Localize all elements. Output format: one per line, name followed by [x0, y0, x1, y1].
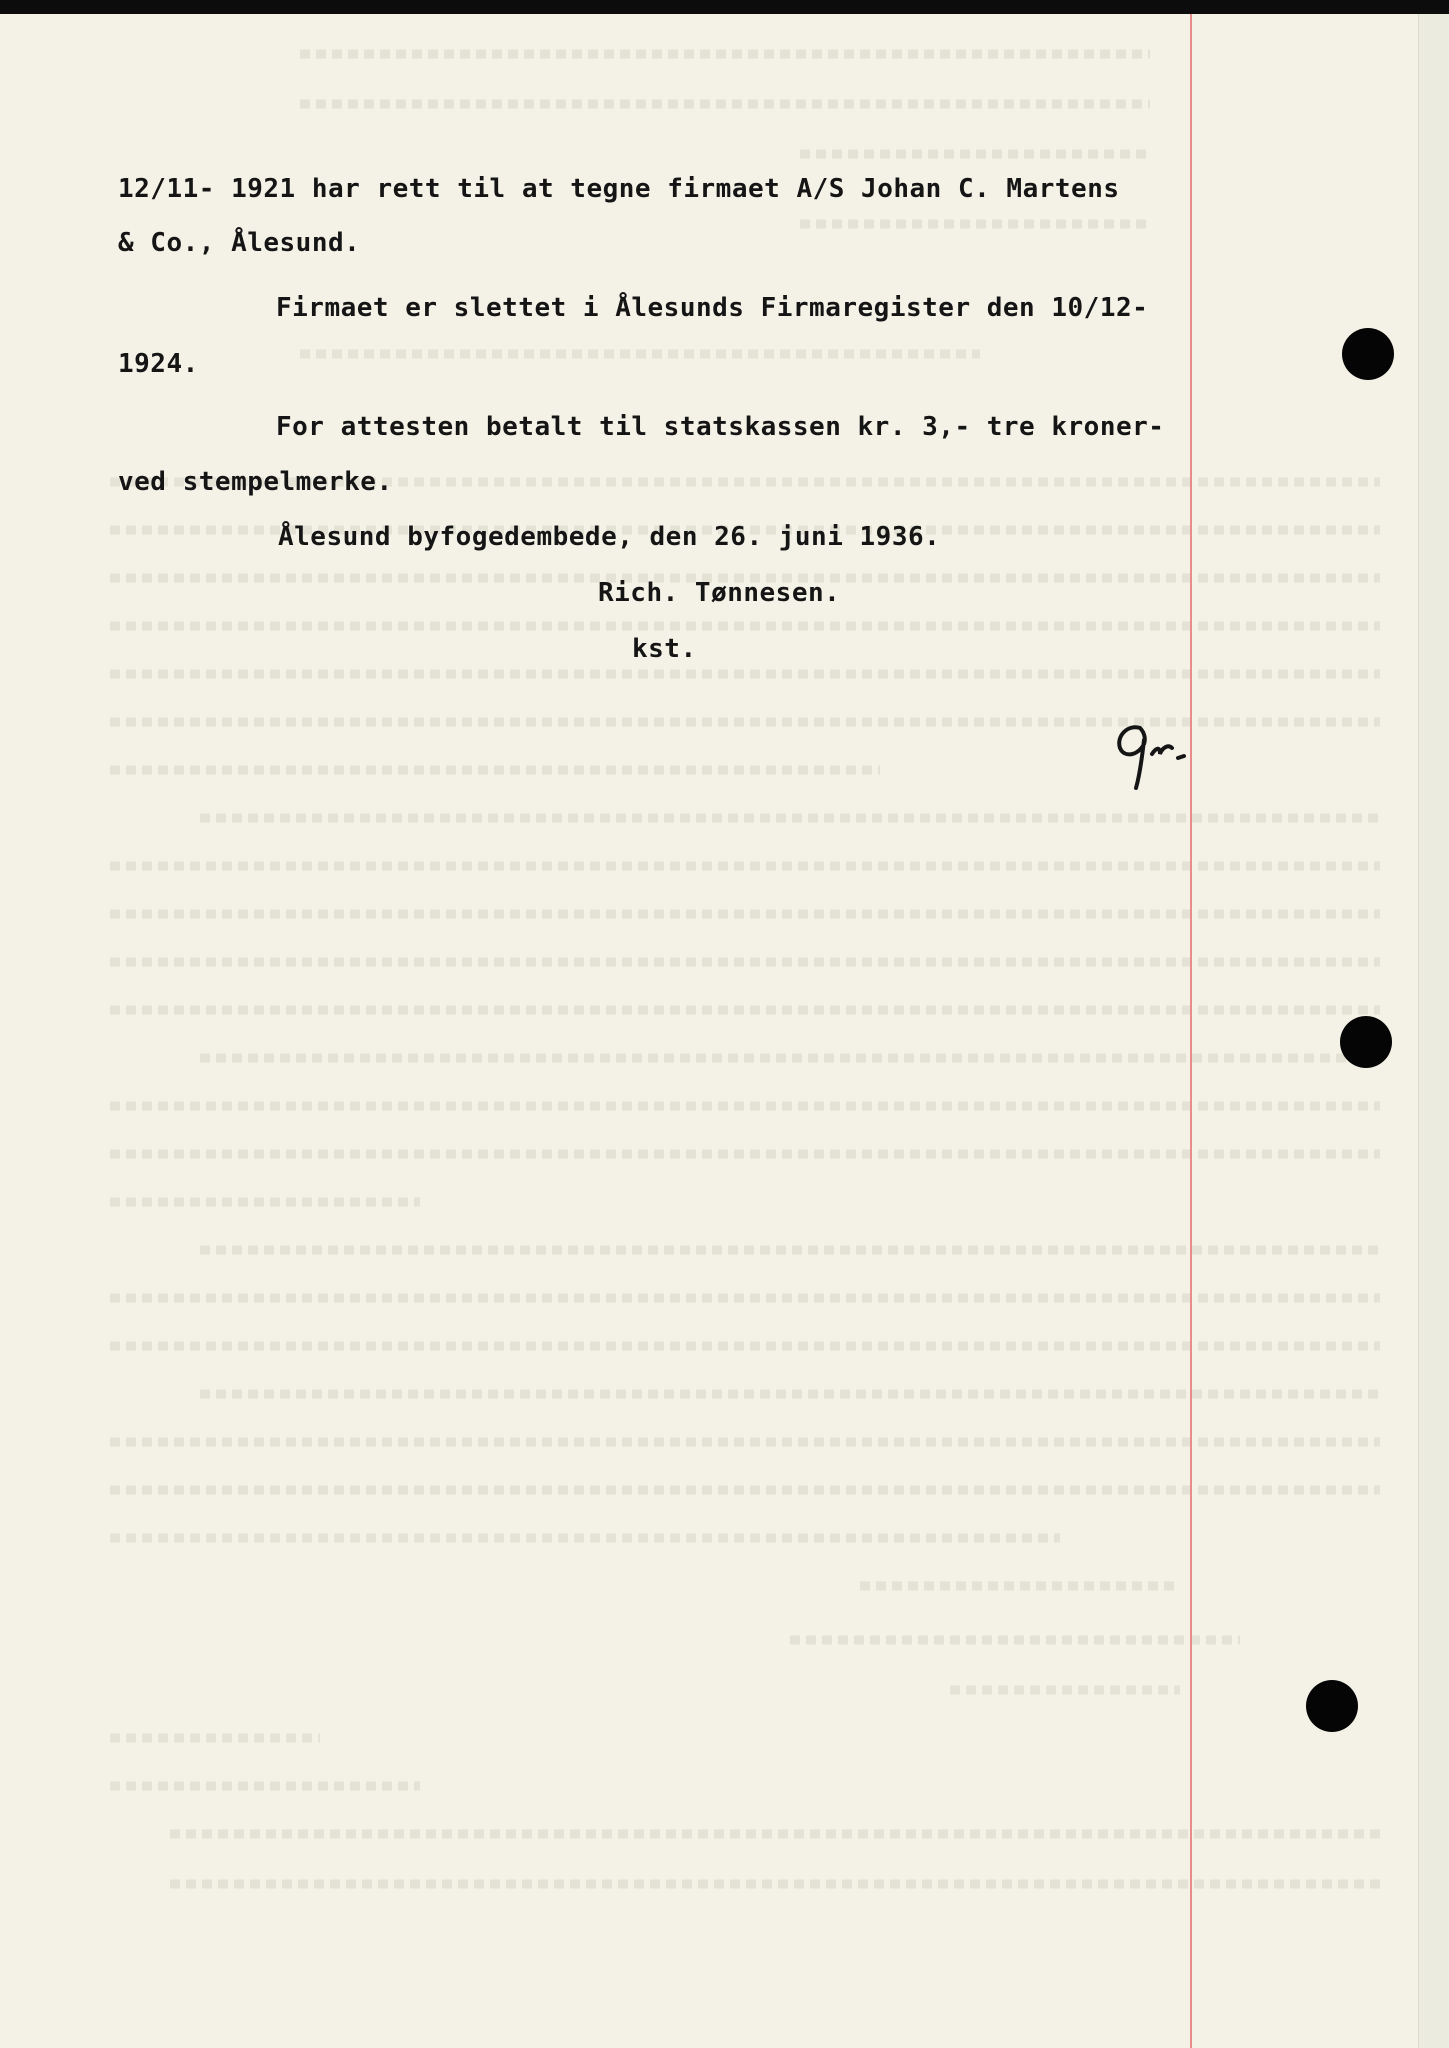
text-line: 12/11- 1921 har rett til at tegne firmaet A/S Johan C. Martens: [118, 174, 1120, 204]
text-line: Firmaet er slettet i Ålesunds Firmaregister den 10/12-: [276, 293, 1149, 323]
text-line: & Co., Ålesund.: [118, 228, 361, 258]
punch-hole: [1306, 1680, 1358, 1732]
text-line: 1924.: [118, 349, 199, 379]
text-line: For attesten betalt til statskassen kr. 3,- tre kroner-: [276, 412, 1165, 442]
handwritten-initials: [1110, 714, 1200, 794]
signature-title: kst.: [632, 634, 697, 664]
punch-hole: [1340, 1016, 1392, 1068]
text-line: Ålesund byfogedembede, den 26. juni 1936.: [278, 522, 941, 552]
margin-rule: [1190, 14, 1192, 2048]
document-page: [0, 14, 1449, 2048]
text-line: ved stempelmerke.: [118, 467, 393, 497]
punch-hole: [1342, 328, 1394, 380]
signature-name: Rich. Tønnesen.: [598, 578, 841, 608]
